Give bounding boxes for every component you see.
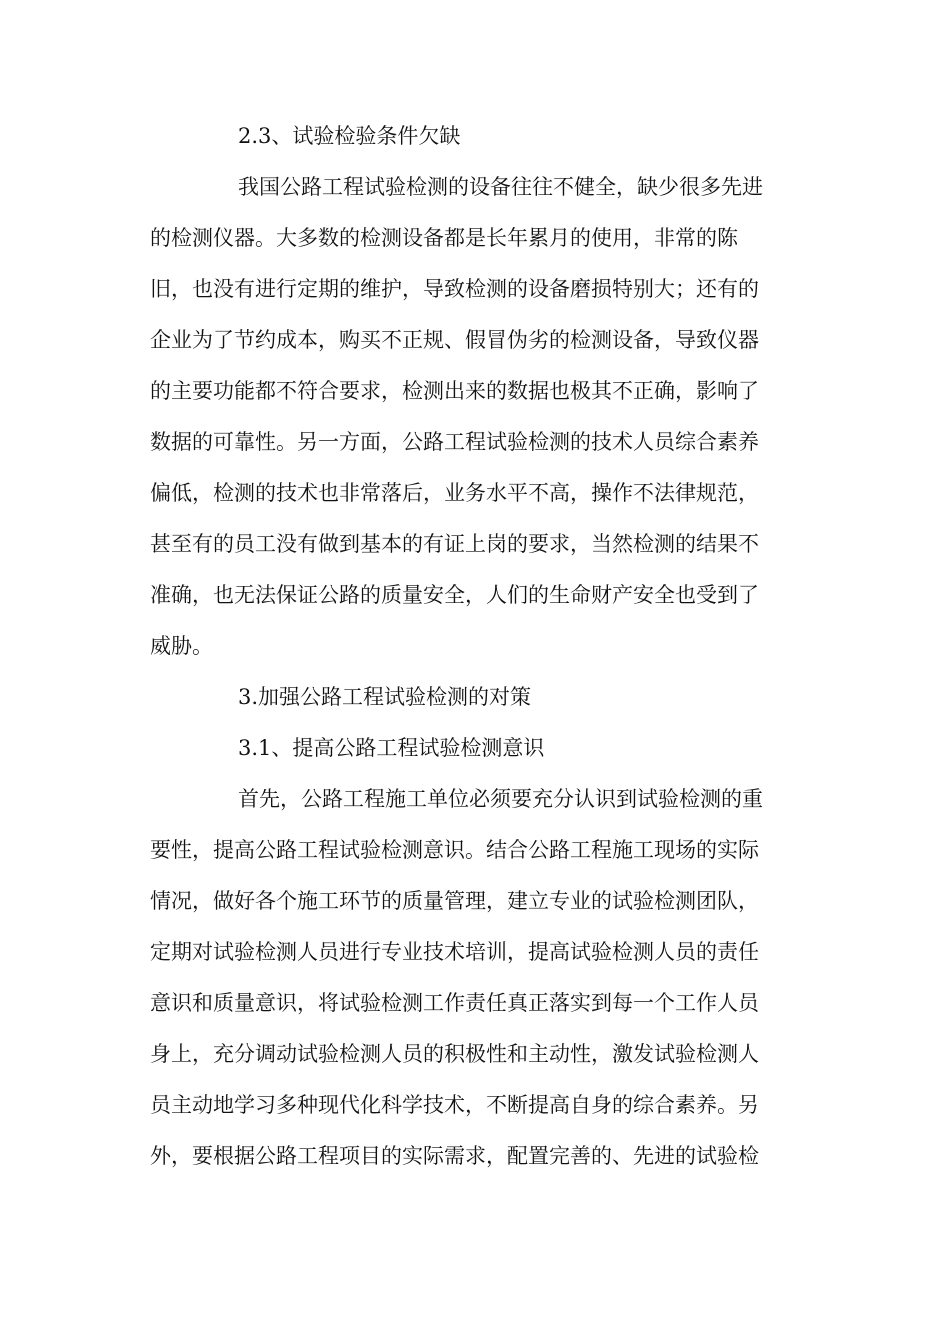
paragraph-line: 外，要根据公路工程项目的实际需求，配置完善的、先进的试验检 xyxy=(150,1144,759,1168)
section-heading-3-1: 3.1、提高公路工程试验检测意识 xyxy=(238,736,545,760)
paragraph-line: 意识和质量意识，将试验检测工作责任真正落实到每一个工作人员 xyxy=(150,991,759,1015)
paragraph-line: 准确，也无法保证公路的质量安全，人们的生命财产安全也受到了 xyxy=(150,583,759,607)
paragraph-line: 员主动地学习多种现代化科学技术，不断提高自身的综合素养。另 xyxy=(150,1093,759,1117)
paragraph-line: 的主要功能都不符合要求，检测出来的数据也极其不正确，影响了 xyxy=(150,379,759,403)
paragraph-line: 偏低，检测的技术也非常落后，业务水平不高，操作不法律规范， xyxy=(150,481,759,505)
paragraph-line: 旧，也没有进行定期的维护，导致检测的设备磨损特别大；还有的 xyxy=(150,277,759,301)
paragraph-line: 要性，提高公路工程试验检测意识。结合公路工程施工现场的实际 xyxy=(150,838,759,862)
section-heading-3: 3.加强公路工程试验检测的对策 xyxy=(238,685,532,709)
paragraph-line: 首先，公路工程施工单位必须要充分认识到试验检测的重 xyxy=(238,787,763,811)
paragraph-line: 甚至有的员工没有做到基本的有证上岗的要求，当然检测的结果不 xyxy=(150,532,759,556)
paragraph-line: 定期对试验检测人员进行专业技术培训，提高试验检测人员的责任 xyxy=(150,940,759,964)
paragraph-line: 的检测仪器。大多数的检测设备都是长年累月的使用，非常的陈 xyxy=(150,226,738,250)
paragraph-line: 威胁。 xyxy=(150,634,213,658)
section-heading-2-3: 2.3、试验检验条件欠缺 xyxy=(238,124,461,148)
paragraph-line: 数据的可靠性。另一方面，公路工程试验检测的技术人员综合素养 xyxy=(150,430,759,454)
paragraph-line: 情况，做好各个施工环节的质量管理，建立专业的试验检测团队， xyxy=(150,889,759,913)
paragraph-line: 我国公路工程试验检测的设备往往不健全，缺少很多先进 xyxy=(238,175,763,199)
paragraph-line: 身上，充分调动试验检测人员的积极性和主动性，激发试验检测人 xyxy=(150,1042,759,1066)
paragraph-line: 企业为了节约成本，购买不正规、假冒伪劣的检测设备，导致仪器 xyxy=(150,328,759,352)
